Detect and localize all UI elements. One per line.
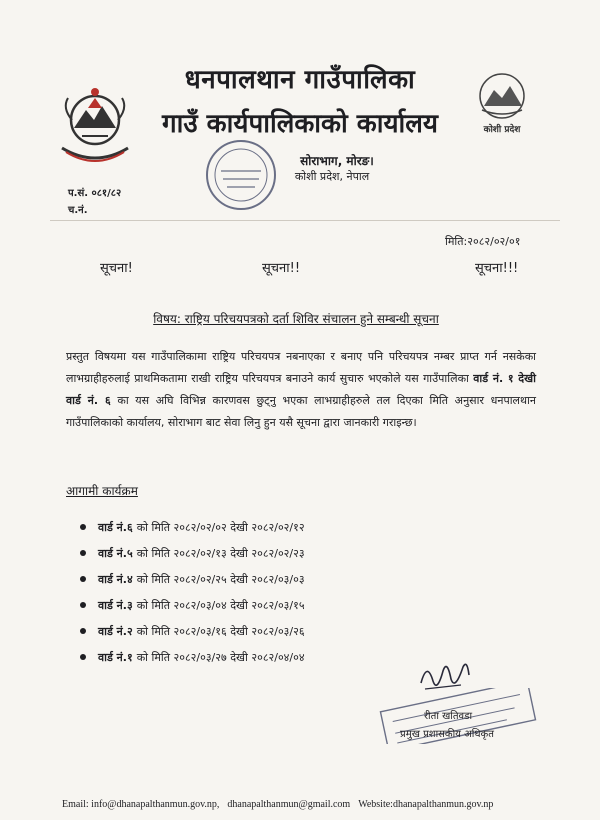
program-heading: आगामी कार्यक्रम xyxy=(66,484,138,498)
signatory-name: रीता खतिवडा xyxy=(423,711,473,722)
list-item xyxy=(80,644,305,670)
list-item xyxy=(80,540,305,566)
ward-dates: को मिति २०८२/०२/२५ देखी २०८२/०३/०३ xyxy=(136,572,305,586)
footer-website: Website:dhanapalthanmun.gov.np xyxy=(358,799,494,810)
municipality-title: धनपालथान गाउँपालिका xyxy=(184,65,416,95)
bullet-icon xyxy=(80,576,86,582)
letter-date: मिति:२०८२/०२/०१ xyxy=(445,235,521,248)
ward-label: वार्ड नं.५ xyxy=(98,546,133,560)
body-paragraph xyxy=(66,346,536,434)
koshi-province-logo-icon xyxy=(470,68,534,140)
ward-label: वार्ड नं.३ xyxy=(98,598,133,612)
footer-email-2: dhanapalthanmun@gmail.com xyxy=(227,799,351,810)
subject-line: विषय: राष्ट्रिय परिचयपत्रको दर्ता शिविर संचालन हुने सम्बन्धी सूचना xyxy=(153,312,439,326)
bullet-icon xyxy=(80,654,86,660)
svg-text:कोशी प्रदेश: कोशी प्रदेश xyxy=(483,125,521,135)
notice-heading-3: सूचना!!! xyxy=(475,261,519,276)
ward-dates: को मिति २०८२/०२/१३ देखी २०८२/०२/२३ xyxy=(136,546,305,560)
ward-label: वार्ड नं.४ xyxy=(98,572,133,586)
ward-dates: को मिति २०८२/०३/१६ देखी २०८२/०३/२६ xyxy=(136,624,305,638)
signatory-title: प्रमुख प्रशासकीय अधिकृत xyxy=(400,729,494,740)
list-item xyxy=(80,514,305,540)
header-divider xyxy=(50,220,560,221)
schedule-list xyxy=(80,514,305,670)
contact-footer xyxy=(62,799,562,810)
address-line-1: सोराभाग, मोरङ। xyxy=(300,154,374,168)
footer-email: Email: info@dhanapalthanmun.gov.np, xyxy=(62,799,220,810)
dispatch-number: च.नं. xyxy=(68,205,88,216)
notice-heading-1: सूचना! xyxy=(100,261,133,276)
office-title: गाउँ कार्यपालिकाको कार्यालय xyxy=(162,109,438,139)
list-item xyxy=(80,618,305,644)
body-text-bold: वार्ड नं. १ देखी वार्ड नं. ६ xyxy=(66,372,536,407)
list-item xyxy=(80,592,305,618)
ward-label: वार्ड नं.२ xyxy=(98,624,133,638)
ward-dates: को मिति २०८२/०३/०४ देखी २०८२/०३/१५ xyxy=(136,598,305,612)
list-item xyxy=(80,566,305,592)
reference-number: प.सं. ०८१/८२ xyxy=(68,188,122,199)
ward-dates: को मिति २०८२/०३/२७ देखी २०८२/०४/०४ xyxy=(136,650,305,664)
notice-heading-2: सूचना!! xyxy=(262,261,301,276)
ward-label: वार्ड नं.१ xyxy=(98,650,133,664)
address-line-2: कोशी प्रदेश, नेपाल xyxy=(294,170,370,183)
bullet-icon xyxy=(80,628,86,634)
body-text-1: प्रस्तुत विषयमा यस गाउँपालिकामा राष्ट्रिय परिचयपत्र नबनाएका र बनाए पनि परिचयपत्र नम्बर प्राप्त गर्न नसकेका लाभग्राहीहरुलाई प्राथमिकतामा राखी राष्ट्रिय परिचयपत्र बनाउने कार्य सुचारु भएकोले यस गाउँपालिका xyxy=(66,350,536,385)
nepal-emblem-icon xyxy=(52,80,138,166)
bullet-icon xyxy=(80,524,86,530)
ward-label: वार्ड नं.६ xyxy=(98,520,133,534)
ward-dates: को मिति २०८२/०२/०२ देखी २०८२/०२/१२ xyxy=(136,520,305,534)
bullet-icon xyxy=(80,602,86,608)
body-text-2: का यस अघि विभिन्न कारणवस छुट्नु भएका लाभग्राहीहरुले तल दिएका मिति अनुसार धनपालथान गाउँपालिकाको कार्यालय, सोराभाग बाट सेवा लिनु हुन यसै सूचना द्वारा जानकारी गराइन्छ। xyxy=(66,394,536,429)
bullet-icon xyxy=(80,550,86,556)
